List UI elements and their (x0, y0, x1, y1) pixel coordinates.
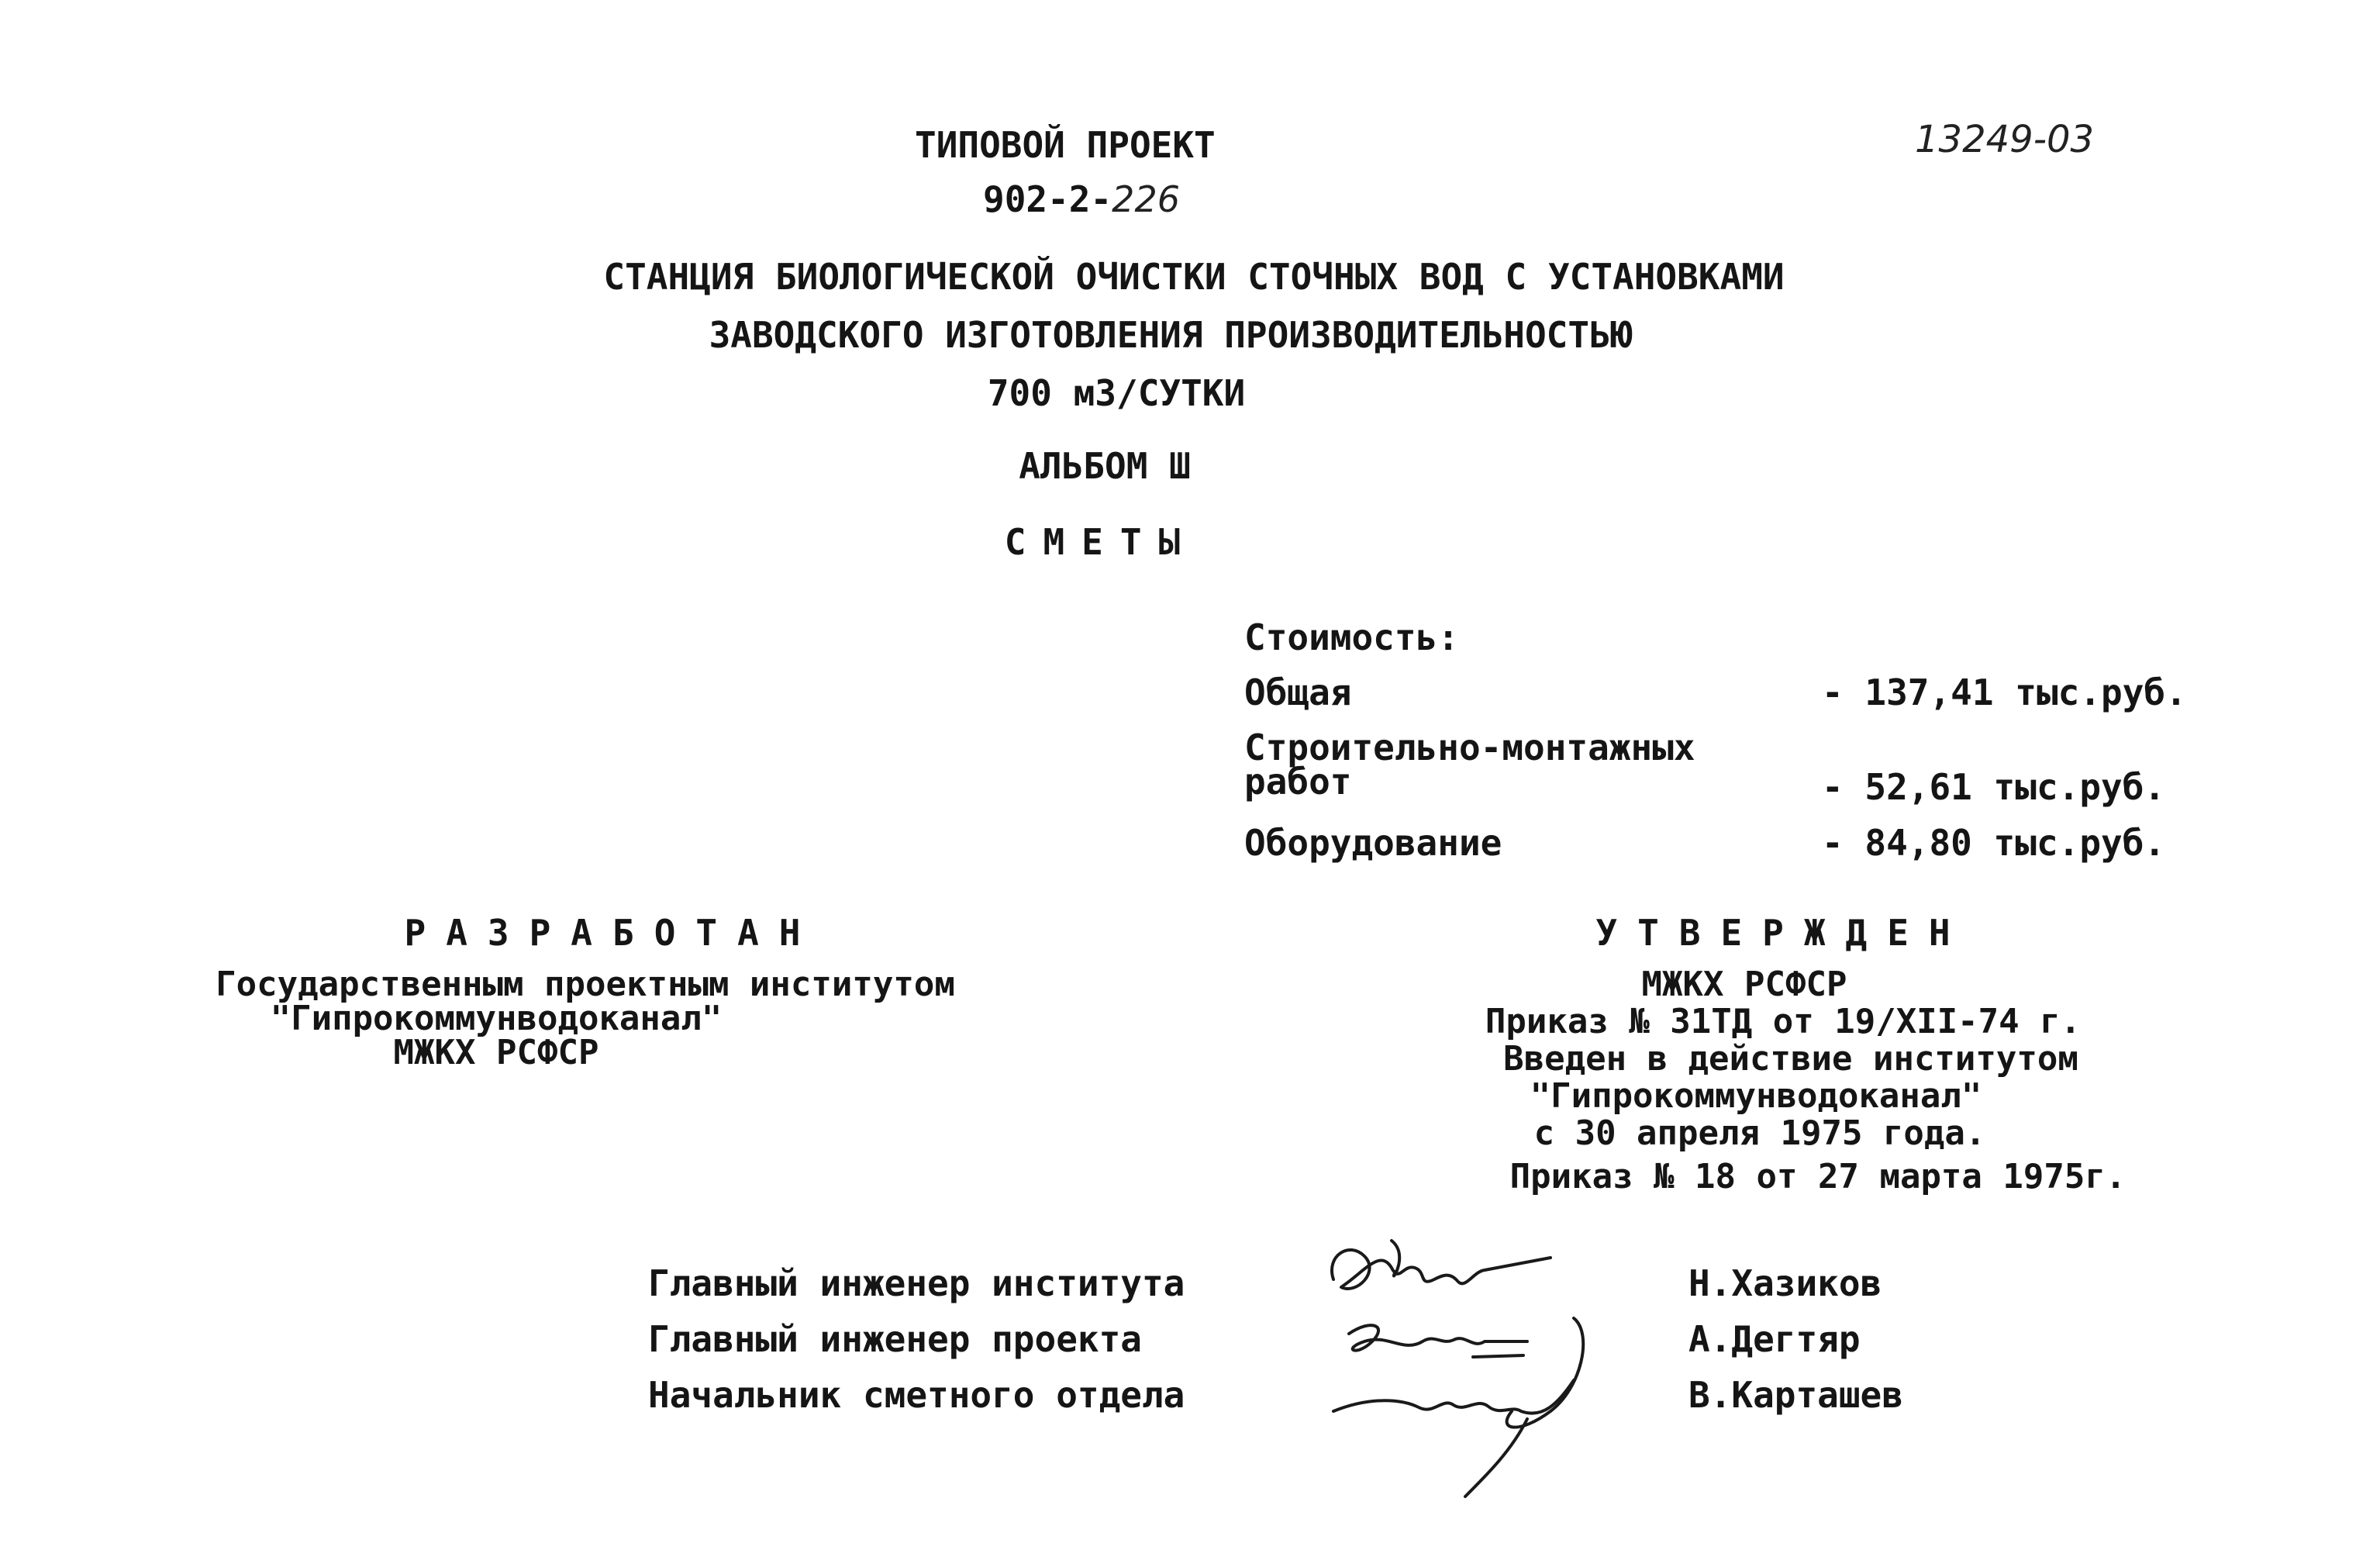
signature-3-tail (1465, 1419, 1527, 1497)
cost-construction-label: Строительно-монтажных работ (1244, 727, 1695, 803)
cost-total-label: Общая (1244, 671, 1352, 713)
signatory-role-3: Начальник сметного отдела (648, 1374, 1185, 1416)
signature-2-stroke (1349, 1325, 1527, 1350)
project-number (983, 178, 1180, 220)
signatory-role-2: Главный инженер проекта (648, 1318, 1142, 1360)
approved-line-2: Приказ № 31ТД от 19/XII-74 г. (1485, 1002, 2082, 1041)
approved-line-3: Введен в действие институтом (1503, 1039, 2078, 1079)
project-number-suffix: 226 (1112, 178, 1180, 220)
developed-heading: РАЗРАБОТАН (404, 912, 821, 954)
signatory-name-3: В.Карташев (1688, 1374, 1903, 1416)
title-line-3: 700 м3/СУТКИ (987, 372, 1246, 414)
cost-equipment-value: - 84,80 тыс.руб. (1822, 822, 2166, 864)
cost-construction-value: - 52,61 тыс.руб. (1822, 766, 2166, 808)
project-number-prefix: 902-2- (983, 178, 1112, 220)
signatory-name-2: А.Дегтяр (1688, 1318, 1861, 1360)
title-line-2: ЗАВОДСКОГО ИЗГОТОВЛЕНИЯ ПРОИЗВОДИТЕЛЬНОСТЬЮ (709, 314, 1633, 356)
approved-line-6: Приказ № 18 от 27 марта 1975г. (1509, 1157, 2126, 1196)
developed-line-1: Государственным проектным институтом (216, 965, 955, 1004)
signatory-role-1: Главный инженер института (648, 1262, 1185, 1304)
developed-line-3: МЖКХ РСФСР (393, 1033, 599, 1072)
signature-3-stroke (1333, 1380, 1574, 1414)
section-title: СМЕТЫ (1004, 521, 1198, 563)
signature-1-stroke (1332, 1250, 1550, 1289)
cost-equipment-label: Оборудование (1244, 822, 1502, 864)
approved-line-1: МЖКХ РСФСР (1641, 965, 1847, 1004)
document-type: ТИПОВОЙ ПРОЕКТ (915, 124, 1216, 166)
cost-total-value: - 137,41 тыс.руб. (1822, 671, 2187, 713)
handwritten-signatures (1318, 1225, 1644, 1504)
approved-line-5: с 30 апреля 1975 года. (1533, 1113, 1986, 1153)
signature-2-underline (1473, 1355, 1523, 1357)
developed-line-2: "Гипрокоммунводоканал" (270, 999, 723, 1038)
title-line-1: СТАНЦИЯ БИОЛОГИЧЕСКОЙ ОЧИСТКИ СТОЧНЫХ ВОД С УСТАНОВКАМИ (603, 256, 1785, 298)
approved-line-4: "Гипрокоммунводоканал" (1530, 1076, 1982, 1116)
cost-heading: Стоимость: (1244, 616, 1459, 658)
archive-number: 13249-03 (1915, 118, 2095, 161)
approved-heading: УТВЕРЖДЕН (1595, 912, 1971, 954)
signatory-name-1: Н.Хазиков (1688, 1262, 1882, 1304)
album-label: АЛЬБОМ Ш (1019, 445, 1191, 487)
